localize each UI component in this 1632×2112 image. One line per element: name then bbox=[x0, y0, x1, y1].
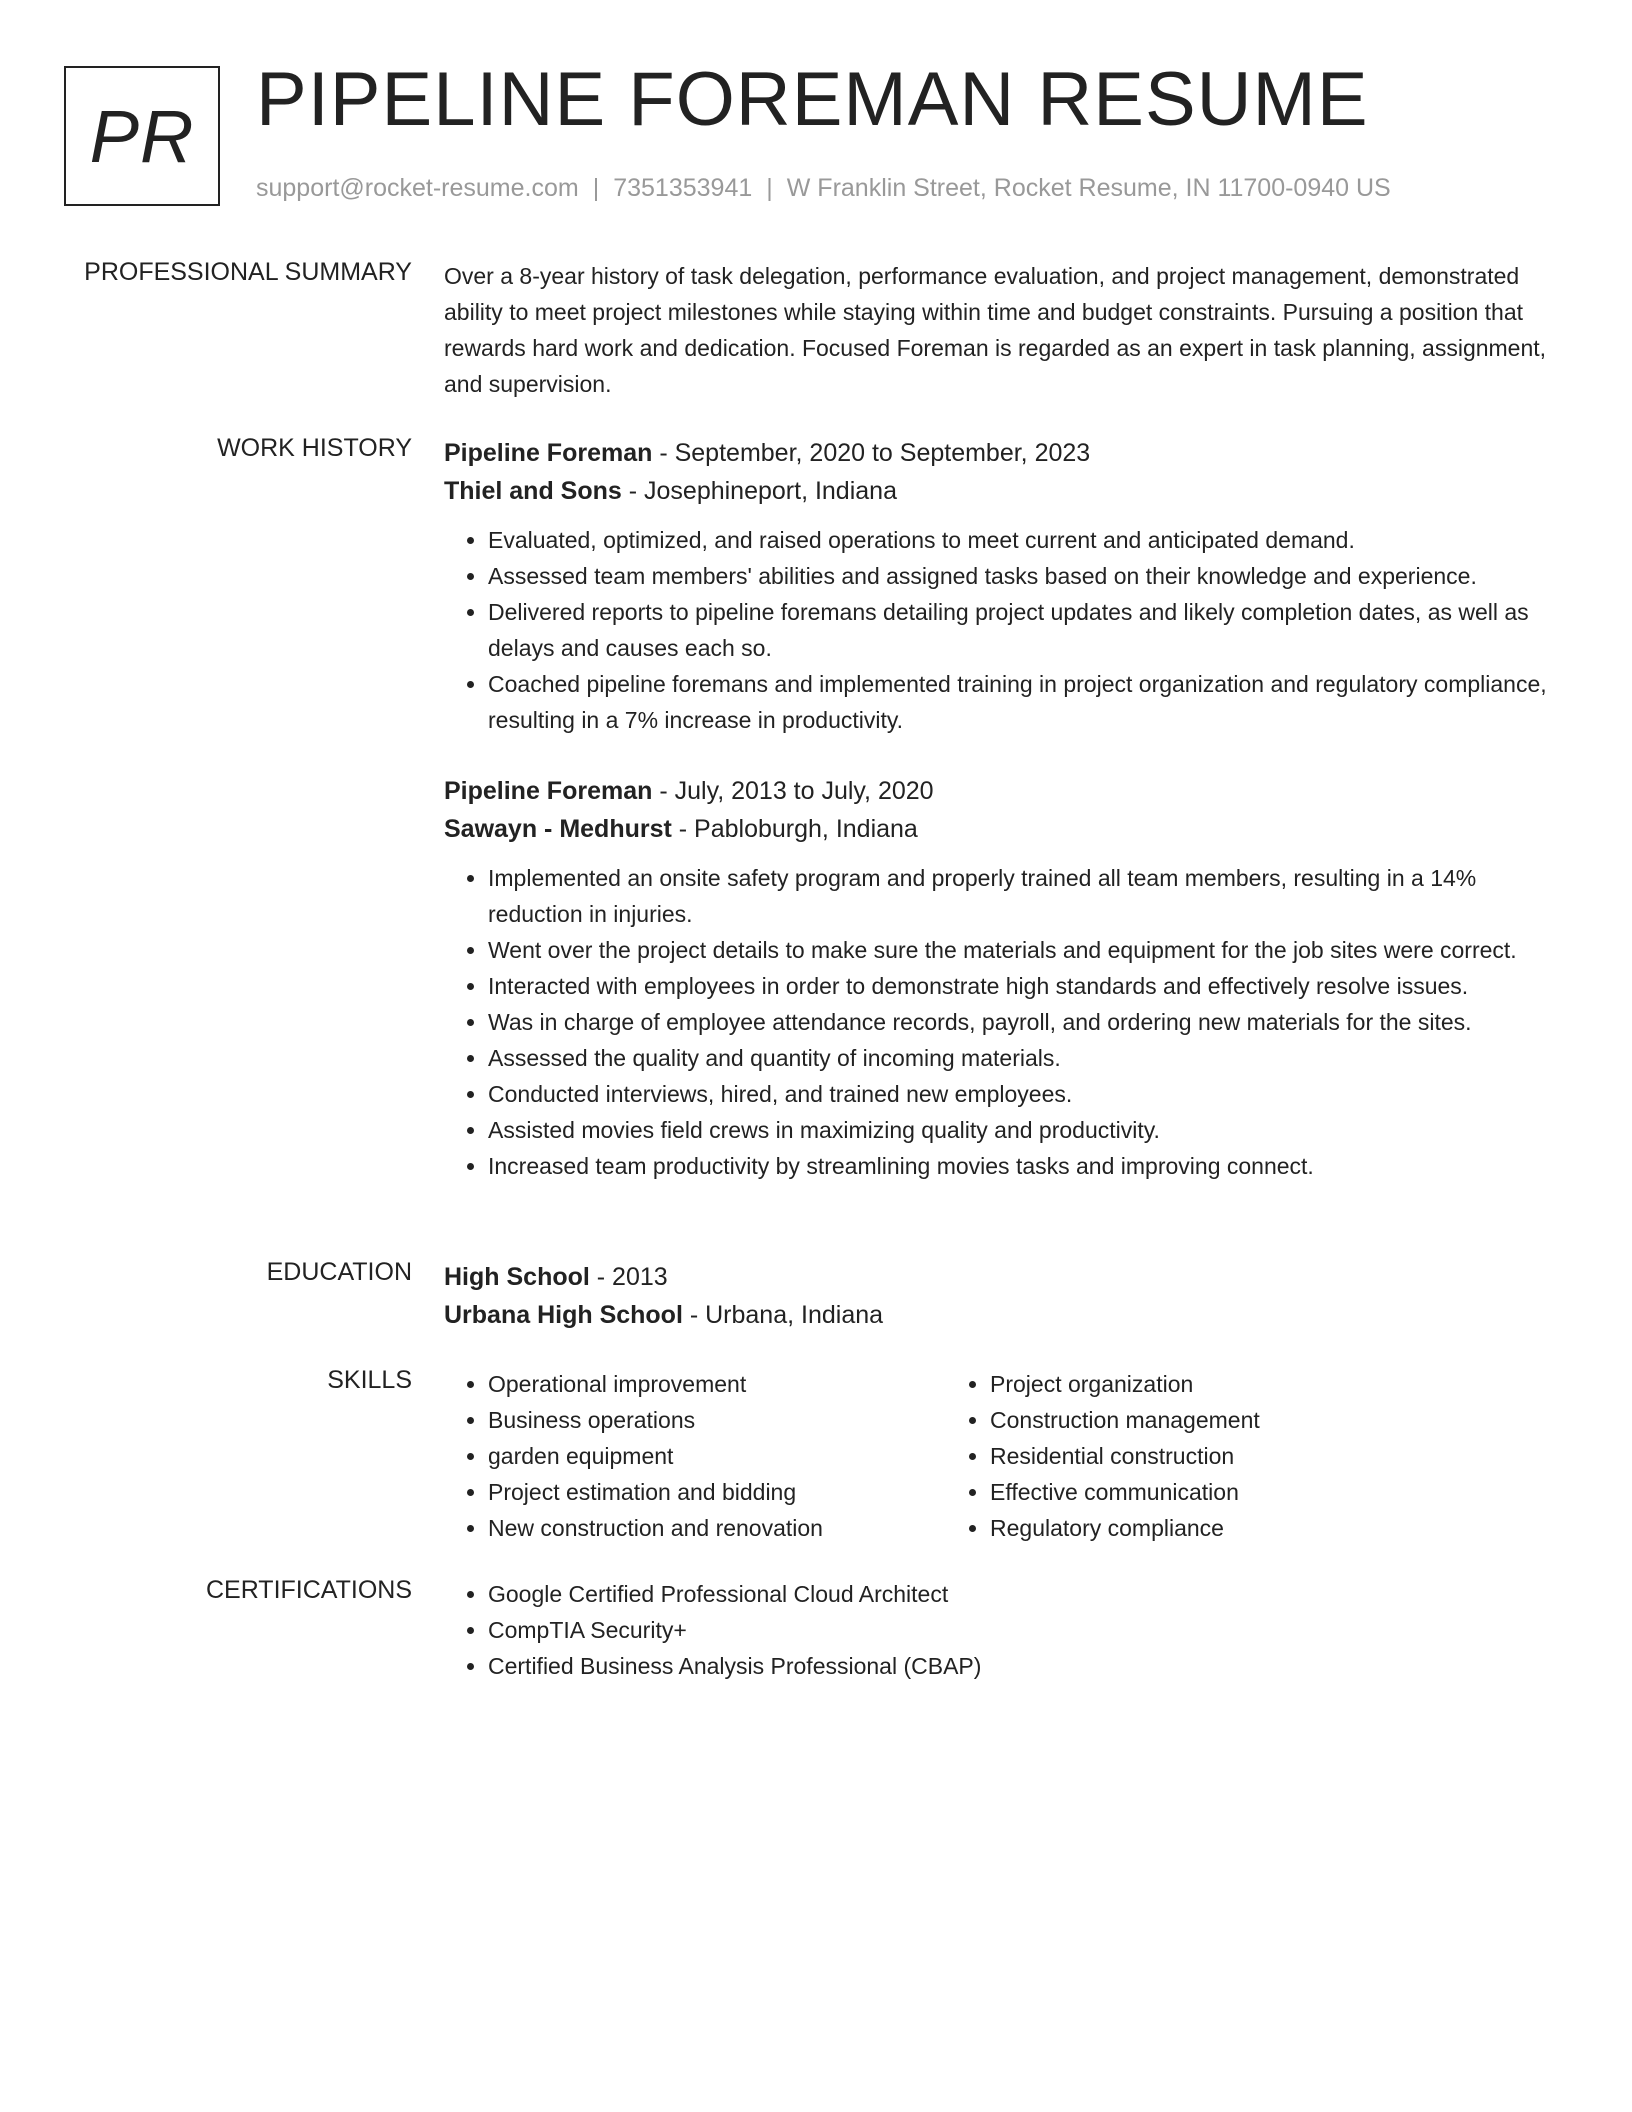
job-bullet: • Implemented an onsite safety program and properly trained all team members, resulting in a 14% reduction in injuries. bbox=[488, 860, 1554, 932]
job-bullet: • Coached pipeline foremans and implemented training in project organization and regulatory compliance, resulting in a 7% increase in productivity. bbox=[488, 666, 1554, 738]
job-location: - Pabloburgh, Indiana bbox=[671, 815, 918, 843]
skill-item: • Residential construction bbox=[990, 1438, 1448, 1474]
skills-list-right bbox=[946, 1366, 1448, 1546]
job-dates: - September, 2020 to September, 2023 bbox=[652, 439, 1091, 467]
resume-title: PIPELINE FOREMAN RESUME bbox=[256, 57, 1369, 142]
job-dates: - July, 2013 to July, 2020 bbox=[652, 777, 934, 805]
job-bullet: • Was in charge of employee attendance records, payroll, and ordering new materials for the sites. bbox=[488, 1004, 1554, 1040]
certifications-heading: CERTIFICATIONS bbox=[205, 1576, 412, 1604]
skills-heading: SKILLS bbox=[327, 1366, 412, 1394]
summary-heading: PROFESSIONAL SUMMARY bbox=[84, 258, 412, 286]
contact-separator: | bbox=[592, 174, 600, 202]
job-bullet: • Increased team productivity by streamlining movies tasks and improving connect. bbox=[488, 1148, 1554, 1184]
monogram-logo bbox=[64, 66, 220, 206]
skill-item: • New construction and renovation bbox=[488, 1510, 946, 1546]
certification-item: • Certified Business Analysis Professional (CBAP) bbox=[488, 1648, 981, 1684]
job-entry bbox=[444, 434, 1554, 738]
job-bullet: • Went over the project details to make sure the materials and equipment for the job sites were correct. bbox=[488, 932, 1554, 968]
contact-address: W Franklin Street, Rocket Resume, IN 11700-0940 US bbox=[786, 174, 1391, 202]
education-heading: EDUCATION bbox=[266, 1258, 412, 1286]
job-bullet: • Interacted with employees in order to demonstrate high standards and effectively resolve issues. bbox=[488, 968, 1554, 1004]
contact-email: support@rocket-resume.com bbox=[256, 174, 579, 202]
job-title-line bbox=[444, 434, 1554, 472]
job-company: Sawayn - Medhurst bbox=[444, 815, 672, 843]
job-title-line bbox=[444, 772, 1554, 810]
certification-item: • CompTIA Security+ bbox=[488, 1612, 981, 1648]
skill-item: • Effective communication bbox=[990, 1474, 1448, 1510]
job-bullet: • Delivered reports to pipeline foremans detailing project updates and likely completion dates, as well as delays and causes each so. bbox=[488, 594, 1554, 666]
skill-item: • Regulatory compliance bbox=[990, 1510, 1448, 1546]
education-degree: High School bbox=[444, 1263, 590, 1291]
job-company-line bbox=[444, 810, 1554, 848]
job-entry bbox=[444, 772, 1554, 1184]
job-bullet: • Assessed team members' abilities and assigned tasks based on their knowledge and experience. bbox=[488, 558, 1554, 594]
job-bullet: • Conducted interviews, hired, and trained new employees. bbox=[488, 1076, 1554, 1112]
monogram-text: PR bbox=[89, 94, 195, 178]
job-bullets bbox=[444, 860, 1554, 1184]
education-school: Urbana High School bbox=[444, 1301, 683, 1329]
summary-text: Over a 8-year history of task delegation, performance evaluation, and project management, demonstrated ability to meet project milestones while staying within time and budget constraints. Pursuing a position that rewards hard work and dedication. Focused Foreman is regarded as an expert in task planning, assignment, and supervision. bbox=[444, 263, 1547, 397]
education-location: - Urbana, Indiana bbox=[682, 1301, 884, 1329]
certifications-list bbox=[444, 1576, 981, 1684]
contact-separator: | bbox=[766, 174, 773, 202]
education-school-line bbox=[444, 1296, 1554, 1334]
contact-phone: 7351353941 bbox=[613, 174, 753, 202]
job-title: Pipeline Foreman bbox=[444, 777, 653, 805]
job-bullet: • Evaluated, optimized, and raised operations to meet current and anticipated demand. bbox=[488, 522, 1554, 558]
job-bullet: • Assessed the quality and quantity of incoming materials. bbox=[488, 1040, 1554, 1076]
skills-list-left bbox=[444, 1366, 946, 1546]
job-bullet: • Assisted movies field crews in maximizing quality and productivity. bbox=[488, 1112, 1554, 1148]
education-degree-line bbox=[444, 1258, 1554, 1296]
job-bullets bbox=[444, 522, 1554, 738]
job-title: Pipeline Foreman bbox=[444, 439, 653, 467]
work-history-heading: WORK HISTORY bbox=[217, 434, 412, 462]
skill-item: • Project organization bbox=[990, 1366, 1448, 1402]
job-company-line bbox=[444, 472, 1554, 510]
certification-item: • Google Certified Professional Cloud Architect bbox=[488, 1576, 981, 1612]
skill-item: • garden equipment bbox=[488, 1438, 946, 1474]
job-company: Thiel and Sons bbox=[444, 477, 622, 505]
skill-item: • Business operations bbox=[488, 1402, 946, 1438]
skill-item: • Construction management bbox=[990, 1402, 1448, 1438]
skill-item: • Operational improvement bbox=[488, 1366, 946, 1402]
contact-line bbox=[256, 174, 1391, 203]
job-location: - Josephineport, Indiana bbox=[621, 477, 897, 505]
skill-item: • Project estimation and bidding bbox=[488, 1474, 946, 1510]
education-year: - 2013 bbox=[589, 1263, 668, 1291]
